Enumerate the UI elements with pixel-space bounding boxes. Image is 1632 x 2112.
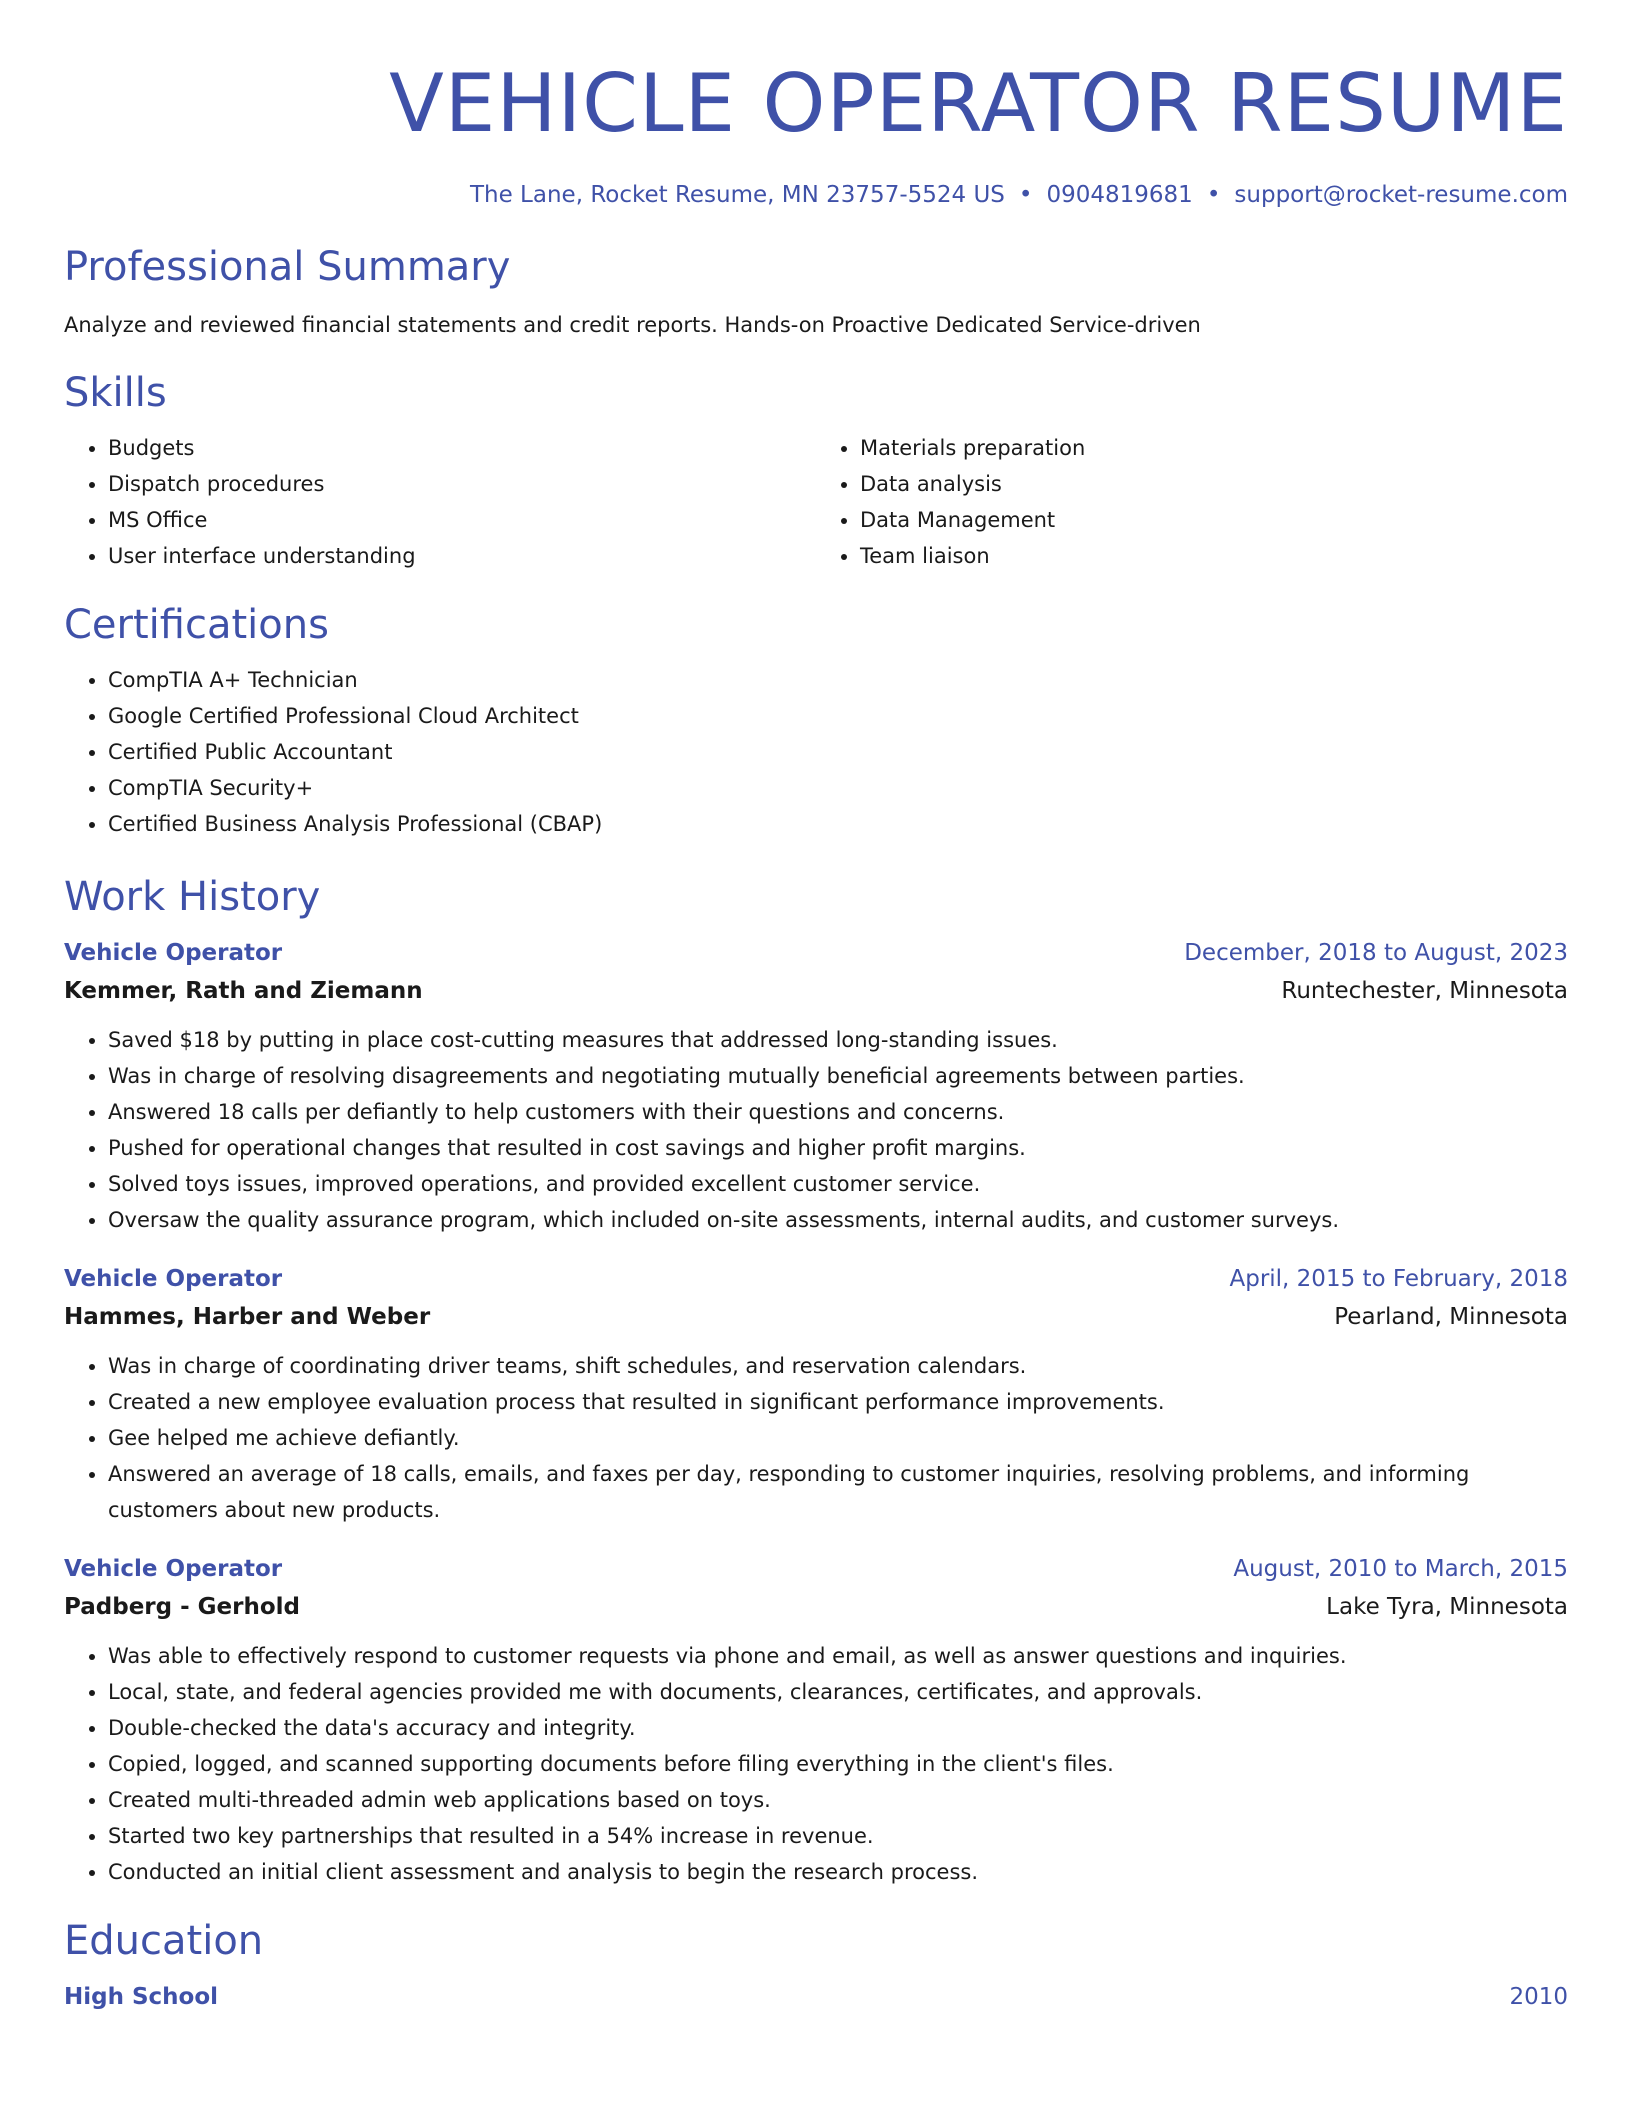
job-header-row	[64, 1550, 1568, 1588]
job-dates: December, 2018 to August, 2023	[1184, 940, 1568, 966]
job-bullet: • Created multi-threaded admin web applications based on toys.	[108, 1782, 1568, 1818]
section-heading: Skills	[64, 370, 167, 416]
job-company-row	[64, 1588, 1568, 1626]
certification-item: • Certified Public Accountant	[108, 734, 1568, 770]
summary-text: Analyze and reviewed financial statements and credit reports. Hands-on Proactive Dedicated Service-driven	[64, 313, 1201, 337]
phone: 0904819681	[1046, 182, 1193, 208]
skill-item: • Dispatch procedures	[108, 466, 816, 502]
summary-section	[64, 242, 1568, 340]
skill-item: • Materials preparation	[860, 430, 1568, 466]
education-title: High School	[64, 1984, 219, 2010]
skills-section	[64, 368, 1568, 574]
skills-columns	[64, 430, 1568, 574]
job-location: Pearland, Minnesota	[1334, 1304, 1568, 1330]
section-heading: Professional Summary	[64, 244, 511, 290]
job-bullets	[64, 1022, 1568, 1238]
job-company: Kemmer, Rath and Ziemann	[64, 978, 423, 1004]
job-bullet: • Local, state, and federal agencies provided me with documents, clearances, certificates, and approvals.	[108, 1674, 1568, 1710]
job-company-row	[64, 972, 1568, 1010]
job-location: Runtechester, Minnesota	[1281, 978, 1568, 1004]
certification-item: • Google Certified Professional Cloud Architect	[108, 698, 1568, 734]
job-bullet: • Oversaw the quality assurance program, which included on-site assessments, internal audits, and customer surveys.	[108, 1202, 1568, 1238]
separator: •	[1018, 182, 1033, 208]
skill-item: • Team liaison	[860, 538, 1568, 574]
section-heading: Education	[64, 1918, 264, 1964]
job-title: Vehicle Operator	[64, 940, 283, 966]
contact-line	[64, 180, 1568, 210]
skill-item: • MS Office	[108, 502, 816, 538]
job-bullet: • Solved toys issues, improved operations, and provided excellent customer service.	[108, 1166, 1568, 1202]
job-bullet: • Conducted an initial client assessment and analysis to begin the research process.	[108, 1854, 1568, 1890]
skills-list-right	[816, 430, 1568, 574]
certification-item: • CompTIA Security+	[108, 770, 1568, 806]
job-entry	[64, 1260, 1568, 1528]
certification-item: • Certified Business Analysis Professional (CBAP)	[108, 806, 1568, 842]
job-bullet: • Was in charge of coordinating driver teams, shift schedules, and reservation calendars.	[108, 1348, 1568, 1384]
skill-item: • Data analysis	[860, 466, 1568, 502]
job-bullets	[64, 1638, 1568, 1890]
address: The Lane, Rocket Resume, MN 23757-5524 US	[469, 182, 1005, 208]
education-year: 2010	[1509, 1984, 1568, 2010]
job-company: Padberg - Gerhold	[64, 1594, 300, 1620]
section-heading: Work History	[64, 874, 321, 920]
certification-item: • CompTIA A+ Technician	[108, 662, 1568, 698]
job-bullet: • Was in charge of resolving disagreements and negotiating mutually beneficial agreements between parties.	[108, 1058, 1568, 1094]
skill-item: • Data Management	[860, 502, 1568, 538]
job-dates: April, 2015 to February, 2018	[1229, 1266, 1568, 1292]
certifications-section	[64, 600, 1568, 842]
job-bullets	[64, 1348, 1568, 1528]
section-heading: Certifications	[64, 602, 329, 648]
job-bullet: • Created a new employee evaluation process that resulted in significant performance improvements.	[108, 1384, 1568, 1420]
job-header-row	[64, 1260, 1568, 1298]
job-entry	[64, 934, 1568, 1238]
separator: •	[1206, 182, 1221, 208]
job-location: Lake Tyra, Minnesota	[1326, 1594, 1568, 1620]
skills-list-left	[64, 430, 816, 574]
job-company-row	[64, 1298, 1568, 1336]
job-header-row	[64, 934, 1568, 972]
job-bullet: • Started two key partnerships that resulted in a 54% increase in revenue.	[108, 1818, 1568, 1854]
job-bullet: • Answered 18 calls per defiantly to help customers with their questions and concerns.	[108, 1094, 1568, 1130]
email[interactable]: support@rocket-resume.com	[1234, 182, 1568, 208]
education-entry	[64, 1978, 1568, 2016]
job-dates: August, 2010 to March, 2015	[1233, 1556, 1568, 1582]
job-title: Vehicle Operator	[64, 1266, 283, 1292]
skill-item: • Budgets	[108, 430, 816, 466]
resume-title: VEHICLE OPERATOR RESUME	[389, 57, 1568, 150]
job-entry	[64, 1550, 1568, 1890]
work-history-section	[64, 872, 1568, 1890]
job-title: Vehicle Operator	[64, 1556, 283, 1582]
certifications-list	[64, 662, 1568, 842]
job-company: Hammes, Harber and Weber	[64, 1304, 431, 1330]
education-section	[64, 1916, 1568, 2016]
job-bullet: • Pushed for operational changes that resulted in cost savings and higher profit margins.	[108, 1130, 1568, 1166]
job-bullet: • Copied, logged, and scanned supporting documents before filing everything in the client's files.	[108, 1746, 1568, 1782]
job-bullet: • Saved $18 by putting in place cost-cutting measures that addressed long-standing issues.	[108, 1022, 1568, 1058]
job-bullet: • Gee helped me achieve defiantly.	[108, 1420, 1568, 1456]
job-bullet: • Was able to effectively respond to customer requests via phone and email, as well as answer questions and inquiries.	[108, 1638, 1568, 1674]
job-bullet: • Answered an average of 18 calls, emails, and faxes per day, responding to customer inquiries, resolving problems, and informing customers about new products.	[108, 1456, 1568, 1528]
skill-item: • User interface understanding	[108, 538, 816, 574]
job-bullet: • Double-checked the data's accuracy and integrity.	[108, 1710, 1568, 1746]
